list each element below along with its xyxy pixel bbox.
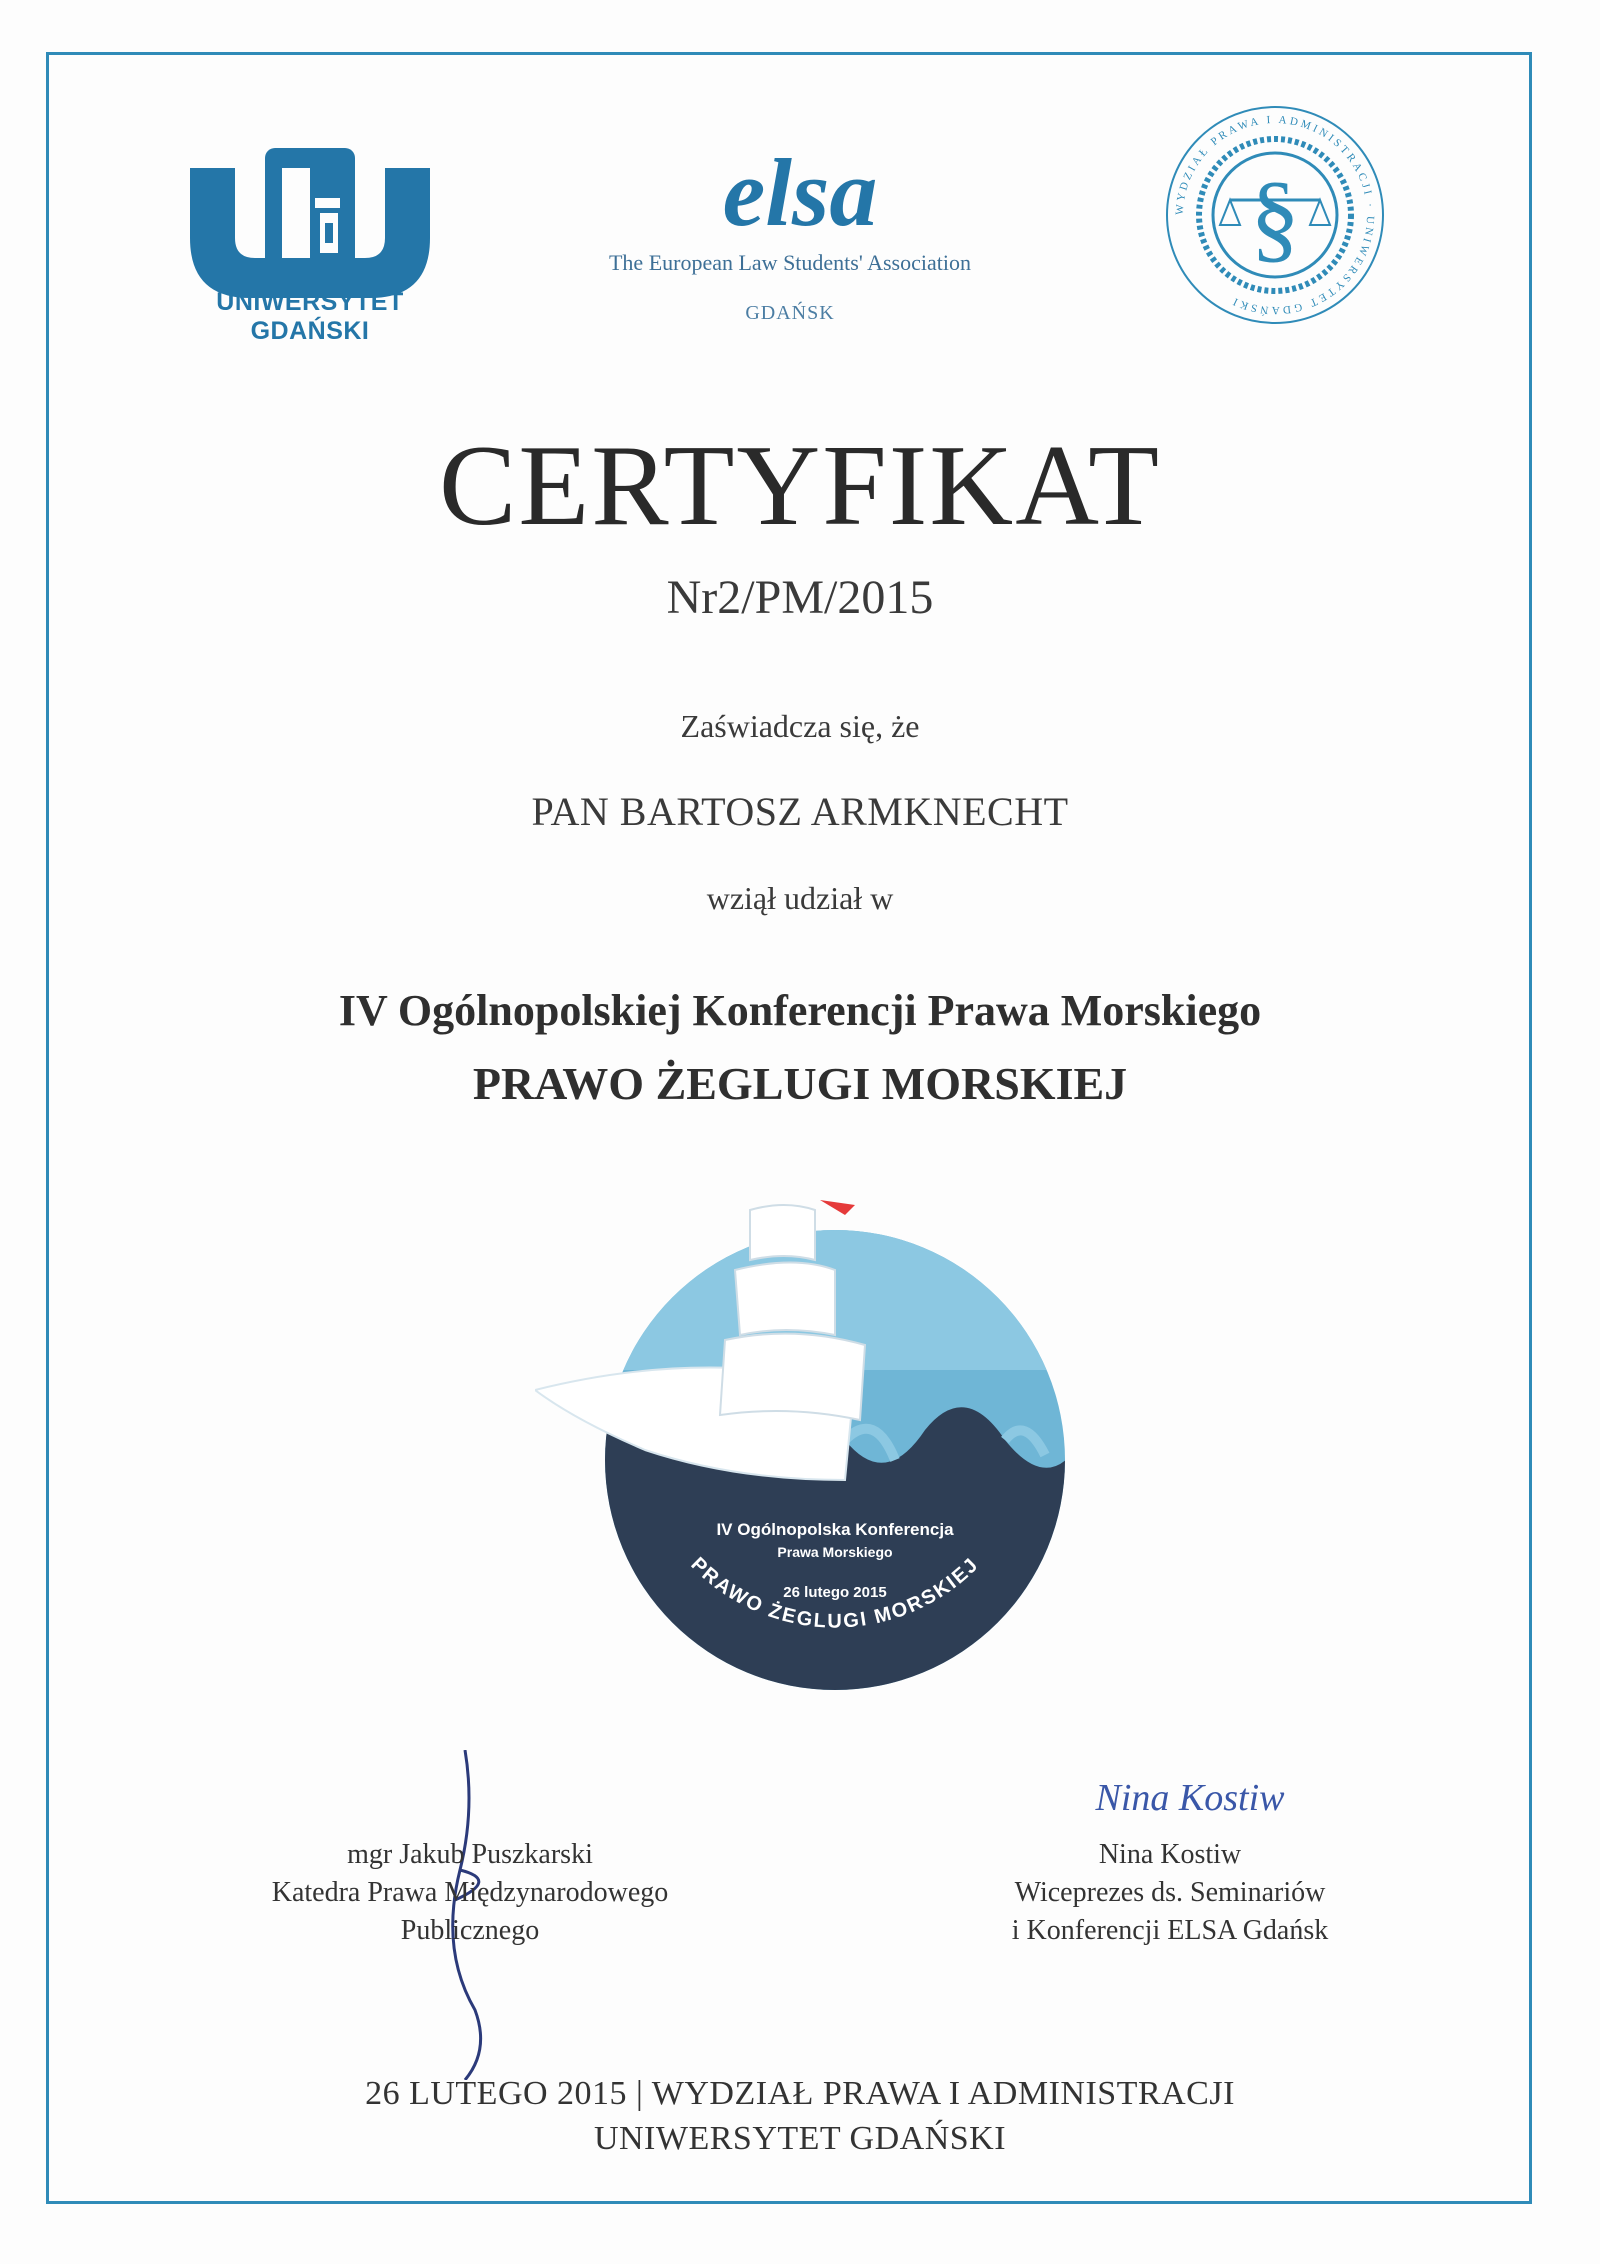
certificate-title: CERTYFIKAT [439, 422, 1161, 550]
right-signatory-role-1: Wiceprezes ds. Seminariów [1014, 1877, 1326, 1908]
left-signatory-dept-1: Katedra Prawa Międzynarodowego [271, 1877, 669, 1908]
right-signature-text: Nina Kostiw [1095, 1777, 1285, 1819]
university-name: UNIWERSYTET GDAŃSKI [216, 288, 404, 345]
faculty-seal-icon [1160, 100, 1390, 330]
emblem-title-line1: IV Ogólnopolska Konferencja [716, 1520, 954, 1539]
conference-theme: PRAWO ŻEGLUGI MORSKIEJ [472, 1058, 1128, 1109]
elsa-wordmark: elsa [722, 140, 878, 246]
right-signatory [940, 1836, 1400, 1950]
right-signatory-role-2: i Konferencji ELSA Gdańsk [1011, 1915, 1329, 1946]
right-signature [1040, 1768, 1340, 1828]
conference-emblem-icon [535, 1160, 1095, 1720]
recipient-name: PAN BARTOSZ ARMKNECHT [531, 789, 1069, 834]
svg-text:§: § [1250, 161, 1300, 272]
emblem-arc-text: PRAWO ŻEGLUGI MORSKIEJ [686, 1553, 984, 1633]
certification-intro: Zaświadcza się, że [680, 708, 920, 744]
elsa-subtitle: The European Law Students' Association [608, 250, 971, 275]
left-signatory-dept-2: Publicznego [400, 1915, 540, 1946]
seal-arc-text: WYDZIAŁ PRAWA I ADMINISTRACJI · UNIWERSYTET GDAŃSKI [1173, 113, 1377, 317]
footer-date-faculty: 26 LUTEGO 2015 | WYDZIAŁ PRAWA I ADMINISTRACJI [365, 2075, 1235, 2112]
emblem-date: 26 lutego 2015 [783, 1584, 887, 1601]
conference-name: IV Ogólnopolskiej Konferencji Prawa Morskiego [338, 986, 1262, 1035]
certificate-number: Nr2/PM/2015 [666, 571, 934, 624]
footer-university: UNIWERSYTET GDAŃSKI [593, 2120, 1007, 2157]
right-signatory-name: Nina Kostiw [1098, 1839, 1242, 1870]
emblem-title-line2: Prawa Morskiego [777, 1544, 893, 1560]
elsa-city: GDAŃSK [745, 302, 835, 324]
left-signatory [190, 1836, 750, 1950]
participation-text: wziął udział w [706, 880, 894, 916]
left-signatory-name: mgr Jakub Puszkarski [347, 1839, 593, 1870]
elsa-logo [680, 140, 920, 250]
